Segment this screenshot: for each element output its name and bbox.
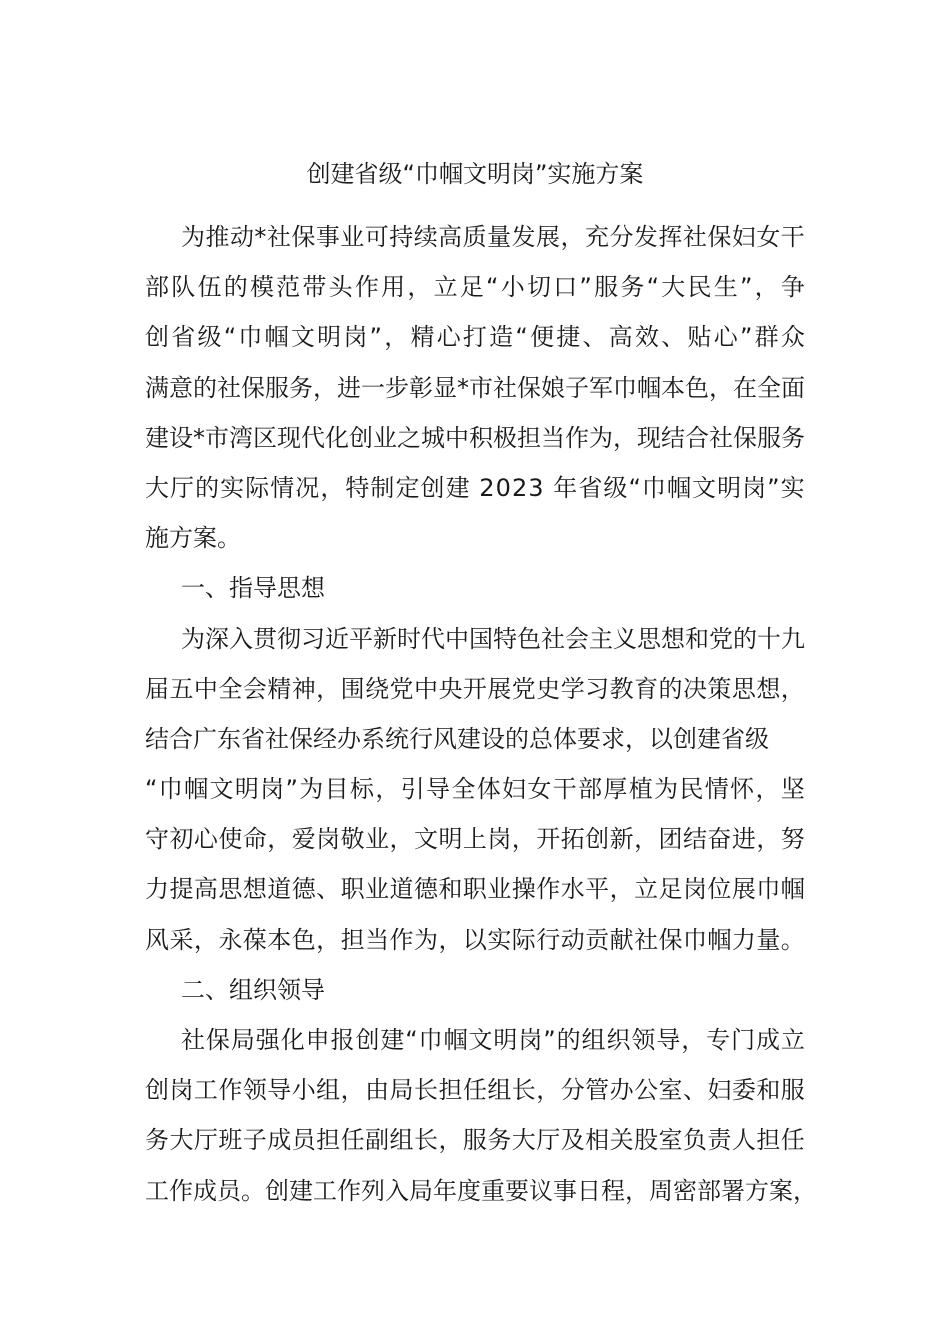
paragraph-line: 结合广东省社保经办系统行风建设的总体要求，以创建省级 [145,724,769,753]
paragraph-line: 满 意 的 社 保 服 务 ， 进 一 步 彰 显 * 市 社 保 娘 子 军 巾 帼 本 色 ， 在 全 面 [145,373,805,402]
document-title: 创建省级“巾帼文明岗”实施方案 [306,160,644,188]
paragraph-line: 大 厅 的 实 际 情 况 ， 特 制 定 创 建 2 0 2 3 年 省 级 “ 巾 帼 文 明 岗 ” 实 [145,473,805,502]
paragraph-line: 工 作 成 员 。 创 建 工 作 列 入 局 年 度 重 要 议 事 日 程 ， 周 密 部 署 方 案 ， [145,1176,817,1205]
paragraph-line: “ 巾 帼 文 明 岗 ” 为 目 标 ， 引 导 全 体 妇 女 干 部 厚 植 为 民 情 怀 ， 坚 [145,775,805,804]
paragraph-line: 建 设 * 市 湾 区 现 代 化 创 业 之 城 中 积 极 担 当 作 为 ， 现 结 合 社 保 服 务 [145,423,805,452]
paragraph-line: 务 大 厅 班 子 成 员 担 任 副 组 长 ， 服 务 大 厅 及 相 关 股 室 负 责 人 担 任 [145,1126,805,1155]
paragraph-line: 创 省 级 “ 巾 帼 文 明 岗 ” ， 精 心 打 造 “ 便 捷 、 高 效 、 贴 心 ” 群 众 [145,323,805,352]
paragraph-line: 创 岗 工 作 领 导 小 组 ， 由 局 长 担 任 组 长 ， 分 管 办 公 室 、 妇 委 和 服 [145,1076,805,1105]
paragraph-line: 届 五 中 全 会 精 神 ， 围 绕 党 中 央 开 展 党 史 学 习 教 育 的 决 策 思 想 ， [145,674,805,703]
paragraph-line: 部 队 伍 的 模 范 带 头 作 用 ， 立 足 “ 小 切 口 ” 服 务 “ 大 民 生 ” ， 争 [145,273,805,302]
section-heading: 一、指导思想 [181,574,325,603]
paragraph-line: 为 推 动 * 社 保 事 业 可 持 续 高 质 量 发 展 ， 充 分 发 挥 社 保 妇 女 干 [181,223,805,251]
document-body [145,212,817,1216]
section-heading: 二、组织领导 [181,975,325,1004]
paragraph-line: 施方案。 [145,524,241,553]
paragraph-line: 为 深 入 贯 彻 习 近 平 新 时 代 中 国 特 色 社 会 主 义 思 想 和 党 的 十 九 [181,624,805,653]
paragraph-line: 社 保 局 强 化 申 报 创 建 “ 巾 帼 文 明 岗 ” 的 组 织 领 导 ， 专 门 成 立 [181,1026,805,1054]
paragraph-line: 风 采 ， 永 葆 本 色 ， 担 当 作 为 ， 以 实 际 行 动 贡 献 社 保 巾 帼 力 量 。 [145,925,805,954]
paragraph-line: 力 提 高 思 想 道 德 、 职 业 道 德 和 职 业 操 作 水 平 ， 立 足 岗 位 展 巾 帼 [145,875,805,904]
paragraph-line: 守 初 心 使 命 ， 爱 岗 敬 业 ， 文 明 上 岗 ， 开 拓 创 新 ， 团 结 奋 进 ， 努 [145,825,805,854]
